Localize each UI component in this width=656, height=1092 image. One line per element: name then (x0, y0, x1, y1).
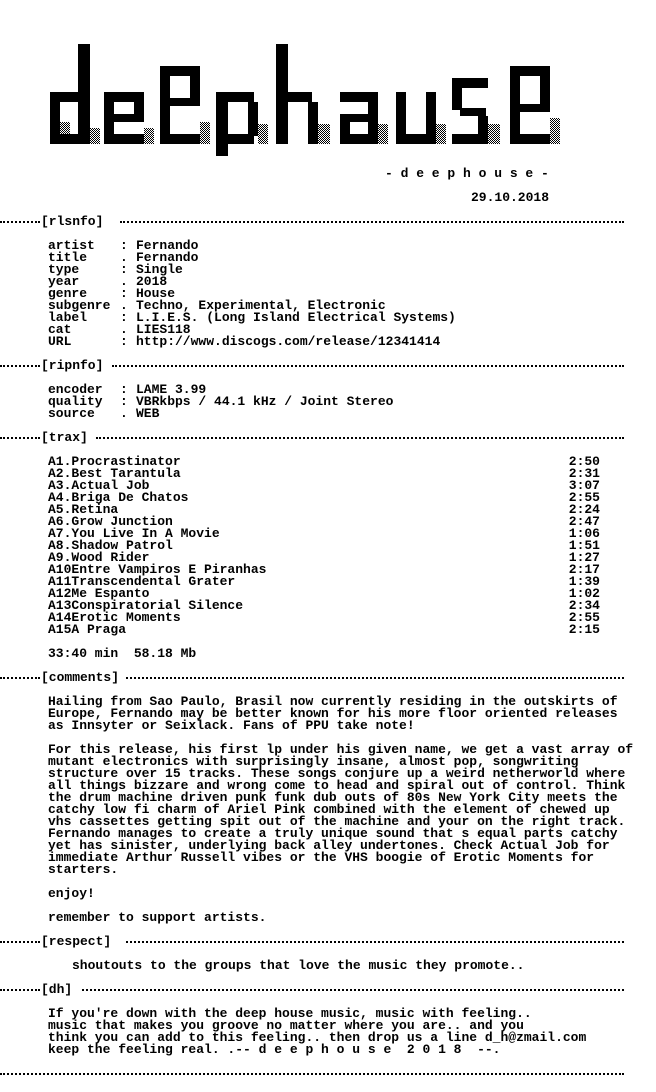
info-key: cat (48, 322, 72, 337)
track-row (48, 624, 600, 636)
info-value: House (136, 286, 176, 301)
track-title: A10Entre Vampiros E Piranhas (48, 562, 267, 577)
section-label: [trax] (41, 430, 88, 445)
section-label: [dh] (41, 982, 73, 997)
info-row-url (48, 336, 440, 348)
track-duration: 2:55 (568, 490, 600, 505)
info-separator: : (120, 286, 128, 301)
track-duration: 2:15 (568, 622, 600, 637)
info-key: subgenre (48, 298, 111, 313)
respect-text: shoutouts to the groups that love the music they promote.. (72, 958, 525, 973)
track-duration: 2:55 (568, 610, 600, 625)
track-title: A4.Briga De Chatos (48, 490, 189, 505)
track-title: A5.Retina (48, 502, 119, 517)
info-value: 2018 (136, 274, 168, 289)
track-title: A2.Best Tarantula (48, 466, 181, 481)
dh-text: If you're down with the deep house music, music with feeling.. music that makes you groove no matter where you are.. and you think you can add to this feeling.. then drop us a line d_h@zmail.com keep the feeling real. .-- d e e p h o u s e 2 0 1 8 --. (48, 1006, 587, 1057)
info-separator: . (120, 322, 128, 337)
track-duration: 2:17 (568, 562, 600, 577)
totals: 33:40 min 58.18 Mb (48, 646, 197, 661)
track-duration: 2:34 (568, 598, 600, 613)
track-title: A14Erotic Moments (48, 610, 181, 625)
track-duration: 1:27 (568, 550, 600, 565)
track-duration: 1:51 (568, 538, 600, 553)
track-duration: 3:07 (568, 478, 600, 493)
info-separator: : (120, 262, 128, 277)
comments-paragraph-1: Hailing from Sao Paulo, Brasil now currently residing in the outskirts of Europe, Fernando may be better known for his more floor oriented releases as Innsyter or Seixlack. Fans of PPU take note! (48, 694, 618, 733)
track-row (48, 612, 600, 624)
info-value: VBRkbps / 44.1 kHz / Joint Stereo (136, 394, 394, 409)
info-key: encoder (48, 382, 103, 397)
track-duration: 2:31 (568, 466, 600, 481)
section-label: [ripnfo] (41, 358, 104, 373)
section-label: [rlsnfo] (41, 214, 104, 229)
section-header-dh (0, 984, 656, 996)
info-value: WEB (136, 406, 160, 421)
release-date: 29.10.2018 (471, 190, 550, 205)
footer-rule (0, 1068, 656, 1080)
info-value: Fernando (136, 238, 199, 253)
info-separator: . (120, 250, 128, 265)
section-header-respect (0, 936, 656, 948)
track-title: A9.Wood Rider (48, 550, 150, 565)
section-header-trax (0, 432, 656, 444)
comments-paragraph-2: For this release, his first lp under his given name, we get a vast array of mutant electronics with surprisingly insane, almost pop, songwriting structure over 15 tracks. These songs conjure up a weird netherworld where all things bizzare and wrong come to head and spiral out of control. Think the drum machine driven punk funk dub outs of 80s New York City meets the catchy low fi charm of Ariel Pink combined with the element of chewed up vhs cassettes getting spit out of the machine and your on the right track. Fernando manages to create a truly unique sound that s equal parts catchy yet has sinister, underlying back alley undertones. Check Actual Job for immediate Arthur Russell vibes or the VHS boogie of Erotic Moments for starters. (48, 742, 634, 877)
section-header-ripnfo (0, 360, 656, 372)
track-title: A13Conspiratorial Silence (48, 598, 244, 613)
info-key: genre (48, 286, 88, 301)
info-separator: . (120, 298, 128, 313)
info-row-source (48, 408, 159, 420)
info-value: LAME 3.99 (136, 382, 207, 397)
section-label: [comments] (41, 670, 120, 685)
track-duration: 1:39 (568, 574, 600, 589)
track-row (48, 492, 600, 504)
section-header-rlsnfo (0, 216, 656, 228)
track-title: A6.Grow Junction (48, 514, 173, 529)
track-duration: 2:24 (568, 502, 600, 517)
info-separator: : (120, 238, 128, 253)
info-row-quality (48, 396, 393, 408)
info-row-label (48, 312, 456, 324)
deephouse-logo (50, 28, 570, 158)
info-separator: : (120, 382, 128, 397)
track-duration: 1:06 (568, 526, 600, 541)
info-key: URL (48, 334, 72, 349)
info-value: Fernando (136, 250, 199, 265)
info-separator: . (120, 406, 128, 421)
info-key: type (48, 262, 80, 277)
track-title: A15A Praga (48, 622, 127, 637)
info-separator: : (120, 334, 128, 349)
info-value[interactable]: http://www.discogs.com/release/12341414 (136, 334, 441, 349)
track-title: A8.Shadow Patrol (48, 538, 173, 553)
info-key: artist (48, 238, 95, 253)
tagline: - d e e p h o u s e - (385, 166, 549, 181)
info-key: year (48, 274, 80, 289)
track-duration: 2:47 (568, 514, 600, 529)
track-duration: 1:02 (568, 586, 600, 601)
track-title: A12Me Espanto (48, 586, 150, 601)
info-value: L.I.E.S. (Long Island Electrical Systems) (136, 310, 456, 325)
info-value: Single (136, 262, 183, 277)
info-value: Techno, Experimental, Electronic (136, 298, 386, 313)
info-key: label (48, 310, 88, 325)
info-separator: . (120, 274, 128, 289)
info-value: LIES118 (136, 322, 191, 337)
comments-paragraph-4: remember to support artists. (48, 910, 267, 925)
track-duration: 2:50 (568, 454, 600, 469)
track-title: A3.Actual Job (48, 478, 150, 493)
track-title: A11Transcendental Grater (48, 574, 236, 589)
info-key: title (48, 250, 88, 265)
info-separator: : (120, 394, 128, 409)
info-separator: : (120, 310, 128, 325)
comments-paragraph-3: enjoy! (48, 886, 95, 901)
track-title: A1.Procrastinator (48, 454, 181, 469)
section-label: [respect] (41, 934, 112, 949)
section-header-comments (0, 672, 656, 684)
track-title: A7.You Live In A Movie (48, 526, 220, 541)
info-key: quality (48, 394, 103, 409)
info-key: source (48, 406, 95, 421)
